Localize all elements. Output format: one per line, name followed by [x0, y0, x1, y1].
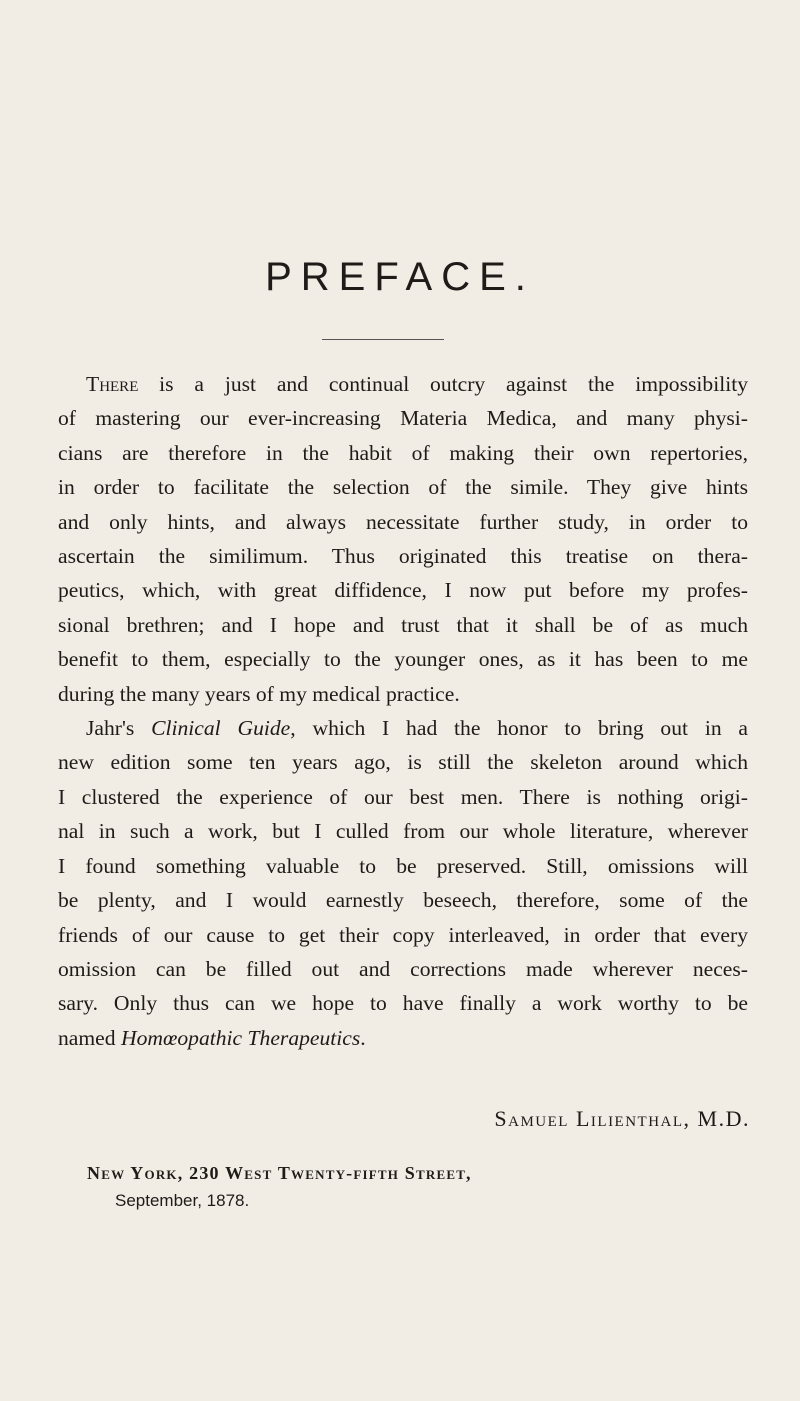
text-line: benefit to them, especially to the younger ones, as it has been to me [58, 647, 748, 672]
date-line: September, 1878. [115, 1191, 250, 1210]
text-line: friends of our cause to get their copy interleaved, in order that every [58, 922, 748, 947]
text-line: during the many years of my medical practice. [58, 681, 460, 706]
opening-word: There [86, 372, 139, 396]
author-signature: Samuel Lilienthal, M.D. [494, 1106, 750, 1131]
work-title-italic: Homœopathic Therapeutics [120, 1025, 361, 1050]
address-line: New York, 230 West Twenty-fifth Street, [87, 1163, 472, 1183]
page-title: PREFACE. [265, 255, 535, 299]
text-line: There is a just and continual outcry against the impossibility [86, 372, 748, 396]
text-line: cians are therefore in the habit of making their own repertories, [58, 440, 748, 465]
text-line: sary. Only thus can we hope to have finally a work worthy to be [58, 991, 748, 1016]
preface-body [58, 367, 748, 1055]
text-line: be plenty, and I would earnestly beseech, therefore, some of the [58, 888, 748, 913]
text-line: of mastering our ever-increasing Materia Medica, and many physi- [58, 406, 748, 431]
book-title-italic: Clinical Guide [151, 716, 291, 741]
text-line: peutics, which, with great diffidence, I now put before my profes- [58, 578, 748, 603]
text-line: I found something valuable to be preserved. Still, omissions will [58, 853, 748, 878]
text-line: sional brethren; and I hope and trust that it shall be of as much [58, 612, 748, 637]
paragraph-2 [58, 711, 748, 1055]
text-line: ascertain the similimum. Thus originated this treatise on thera- [58, 544, 748, 569]
text-line: named Homœopathic Therapeutics. [58, 1025, 366, 1050]
text-line: new edition some ten years ago, is still the skeleton around which [58, 750, 748, 775]
text-line: nal in such a work, but I culled from our whole literature, wherever [58, 819, 748, 844]
address-block [87, 1160, 472, 1214]
paragraph-1 [58, 367, 748, 711]
title-divider [322, 339, 444, 340]
text-line: omission can be filled out and corrections made wherever neces- [58, 956, 748, 981]
text-line: I clustered the experience of our best men. There is nothing origi- [58, 784, 748, 809]
text-line: Jahr's Clinical Guide, which I had the honor to bring out in a [86, 716, 749, 741]
text-line: and only hints, and always necessitate further study, in order to [58, 509, 748, 534]
text-line: in order to facilitate the selection of the simile. They give hints [58, 475, 748, 500]
